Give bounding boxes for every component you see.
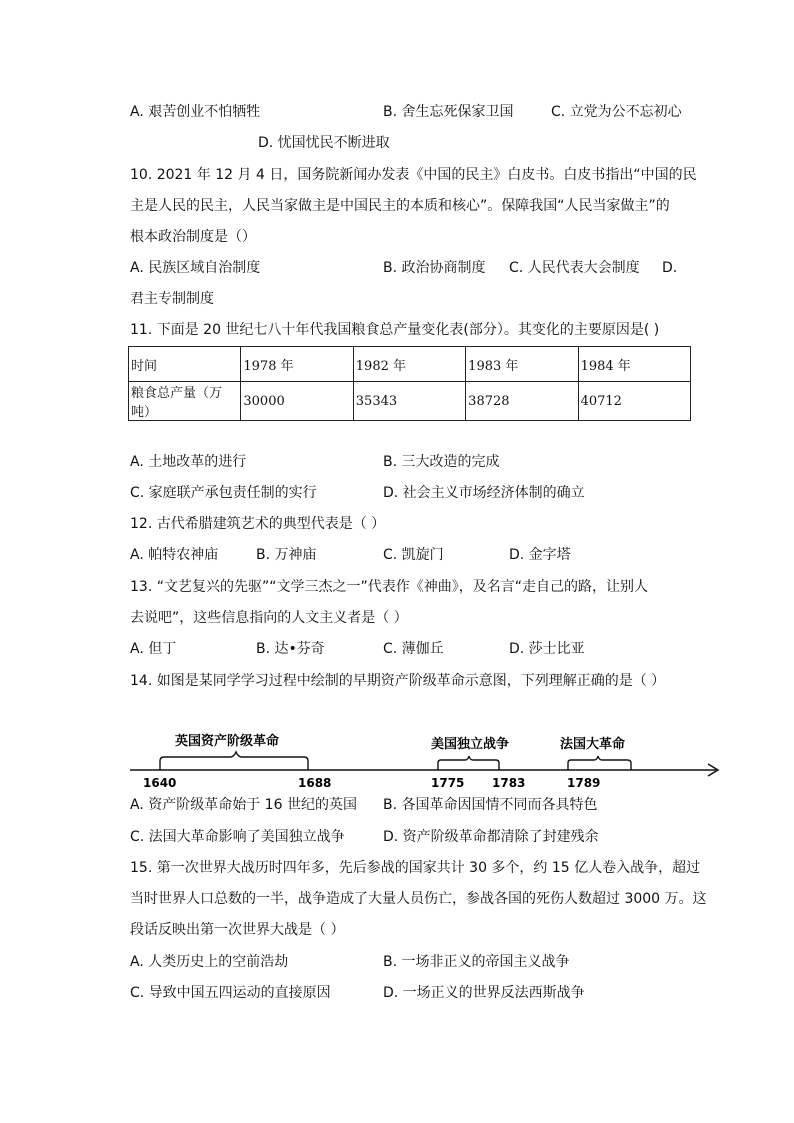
q10-option-a: A. 民族区域自治制度 (130, 260, 261, 276)
england-bracket (160, 752, 308, 770)
year-label: 1688 (298, 776, 332, 790)
q12-stem: 12. 古代希腊建筑艺术的典型代表是（ ） (130, 516, 386, 532)
q15-option-c: C. 导致中国五四运动的直接原因 (130, 985, 331, 1001)
q10-option-d-label: D. (662, 260, 678, 276)
q15-stem-line1: 15. 第一次世界大战历时四年多，先后参战的国家共计 30 多个，约 15 亿人卷入战争，超过 (130, 860, 701, 876)
q12-option-a: A. 帕特农神庙 (130, 547, 219, 563)
q14-option-c: C. 法国大革命影响了美国独立战争 (130, 829, 345, 845)
q15-option-d: D. 一场正义的世界反法西斯战争 (383, 985, 585, 1001)
q13-stem-line1: 13. “文艺复兴的先驱”“文学三杰之一”代表作《神曲》，及名言“走自己的路，让别人 (130, 579, 648, 595)
q9-option-a: A. 艰苦创业不怕牺牲 (130, 104, 261, 120)
q13-option-d: D. 莎士比亚 (509, 641, 585, 657)
table-row (129, 382, 691, 421)
year-label: 1789 (567, 776, 601, 790)
table-cell: 粮食总产量（万吨） (129, 382, 241, 421)
year-label: 1775 (431, 776, 465, 790)
france-bracket (568, 756, 631, 770)
q13-stem-line2: 去说吧”，这些信息指向的人文主义者是（ ） (130, 610, 408, 626)
q11-option-a: A. 土地改革的进行 (130, 454, 247, 470)
q13-option-a: A. 但丁 (130, 641, 177, 657)
q13-option-b: B. 达•芬奇 (256, 641, 325, 657)
q9-option-c: C. 立党为公不忘初心 (551, 104, 682, 120)
q9-option-b: B. 舍生忘死保家卫国 (383, 104, 514, 120)
q11-stem: 11. 下面是 20 世纪七八十年代我国粮食总产量变化表(部分）。其变化的主要原因是( ) (130, 322, 660, 338)
q11-option-c: C. 家庭联产承包责任制的实行 (130, 485, 317, 501)
q11-option-d: D. 社会主义市场经济体制的确立 (383, 485, 585, 501)
q14-stem: 14. 如图是某同学学习过程中绘制的早期资产阶级革命示意图，下列理解正确的是（ ） (130, 673, 666, 689)
usa-war-label: 美国独立战争 (431, 737, 510, 752)
grain-output-table (128, 346, 691, 421)
france-revolution-label: 法国大革命 (560, 737, 626, 752)
q10-option-d-text: 君主专制制度 (130, 291, 214, 307)
q11-option-b: B. 三大改造的完成 (383, 454, 500, 470)
year-label: 1783 (492, 776, 526, 790)
q12-option-d: D. 金字塔 (509, 547, 571, 563)
table-cell: 30000 (241, 382, 353, 421)
q15-stem-line3: 段话反映出第一次世界大战是（ ） (130, 922, 345, 938)
q15-option-a: A. 人类历史上的空前浩劫 (130, 954, 289, 970)
table-cell: 38728 (466, 382, 578, 421)
q10-stem-line2: 主是人民的民主，人民当家做主是中国民主的本质和核心”。保障我国“人民当家做主”的 (130, 198, 670, 214)
table-cell: 35343 (353, 382, 465, 421)
year-label: 1640 (143, 776, 177, 790)
q10-option-c: C. 人民代表大会制度 (509, 260, 640, 276)
q14-option-d: D. 资产阶级革命都清除了封建残余 (383, 829, 599, 845)
revolution-timeline (128, 725, 728, 795)
table-header-row (129, 347, 691, 382)
q9-option-d: D. 忧国忧民不断进取 (258, 135, 390, 151)
q14-option-b: B. 各国革命因国情不同而各具特色 (383, 797, 598, 813)
table-cell: 时间 (129, 347, 241, 382)
q12-option-b: B. 万神庙 (256, 547, 317, 563)
q12-option-c: C. 凯旋门 (383, 547, 444, 563)
table-cell: 1982 年 (353, 347, 465, 382)
table-cell: 40712 (578, 382, 690, 421)
q15-stem-line2: 当时世界人口总数的一半，战争造成了大量人员伤亡，参战各国的死伤人数超过 3000 万。这 (130, 891, 707, 907)
q10-stem-line3: 根本政治制度是（） (130, 229, 256, 245)
table-cell: 1978 年 (241, 347, 353, 382)
table-cell: 1984 年 (578, 347, 690, 382)
england-revolution-label: 英国资产阶级革命 (175, 734, 280, 749)
usa-bracket (438, 756, 499, 770)
q15-option-b: B. 一场非正义的帝国主义战争 (383, 954, 570, 970)
q14-option-a: A. 资产阶级革命始于 16 世纪的英国 (130, 797, 357, 813)
table-cell: 1983 年 (466, 347, 578, 382)
q10-stem-line1: 10. 2021 年 12 月 4 日，国务院新闻办发表《中国的民主》白皮书。白皮书指出“中国的民 (130, 167, 697, 183)
q10-option-b: B. 政治协商制度 (383, 260, 486, 276)
q13-option-c: C. 薄伽丘 (383, 641, 444, 657)
